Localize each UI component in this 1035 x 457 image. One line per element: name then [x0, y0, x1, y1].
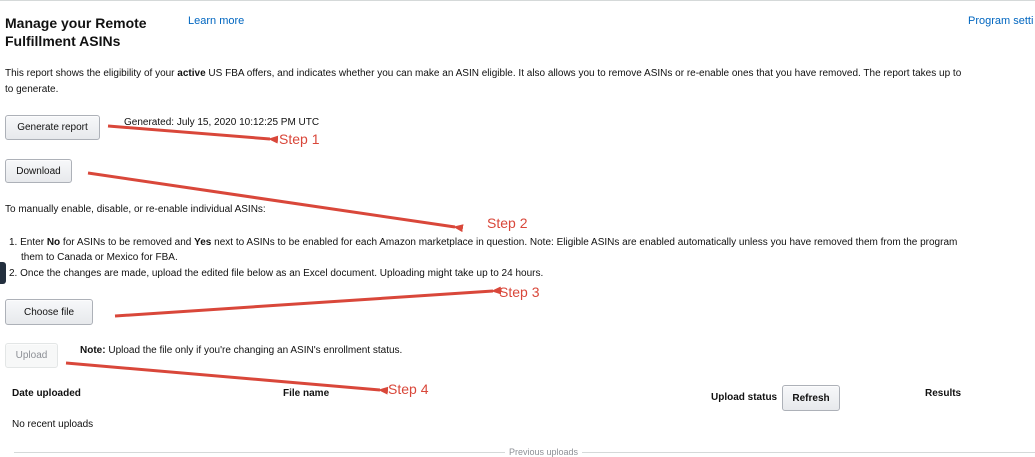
refresh-button[interactable]: Refresh [782, 385, 840, 411]
learn-more-link[interactable]: Learn more [188, 15, 245, 27]
list-number-2: 2. [9, 268, 21, 279]
arrow-step-1 [108, 126, 270, 139]
previous-uploads-label[interactable]: Previous uploads [505, 447, 582, 457]
item1-text-d: next to ASINs to be enabled for each Amazon marketplace in question. Note: Eligible ASINs are enabled automatically unless you have removed them from the program [211, 237, 958, 248]
intro-text-part1: This report shows the eligibility of your [5, 68, 178, 79]
upload-button[interactable]: Upload [5, 343, 58, 368]
column-header-upload-status: Upload status [711, 392, 778, 403]
download-button[interactable]: Download [5, 159, 72, 183]
item2-text: Once the changes are made, upload the edited file below as an Excel document. Uploading might take up to 24 hours. [20, 268, 544, 279]
step-2-label: Step 2 [487, 215, 528, 231]
list-number-1: 1. [9, 237, 21, 248]
generated-timestamp: Generated: July 15, 2020 10:12:25 PM UTC [124, 117, 320, 128]
item1-no: No [46, 237, 61, 248]
intro-text-bold: active [177, 68, 206, 79]
instruction-item-1-line2: them to Canada or Mexico for FBA. [21, 252, 178, 263]
upload-note-label: Note: [80, 345, 106, 356]
empty-state-text: No recent uploads [12, 419, 94, 430]
arrow-step-4 [66, 363, 380, 390]
item1-text-a: Enter [20, 237, 47, 248]
step-1-label: Step 1 [279, 131, 320, 147]
upload-note-text: Upload the file only if you're changing an ASIN's enrollment status. [105, 345, 403, 356]
step-3-label: Step 3 [499, 284, 540, 300]
instructions-lead: To manually enable, disable, or re-enable individual ASINs: [5, 204, 266, 215]
program-settings-link[interactable]: Program setti [968, 15, 1034, 27]
column-header-date: Date uploaded [12, 388, 81, 399]
column-header-results: Results [925, 388, 962, 399]
page-title: Manage your Remote Fulfillment ASINs [5, 15, 147, 49]
arrow-step-2 [88, 173, 455, 227]
arrow-step-3 [115, 291, 493, 316]
intro-text-line2: to generate. [5, 84, 59, 95]
intro-text-part2: US FBA offers, and indicates whether you can make an ASIN eligible. It also allows you to remove ASINs or re-enable ones that you have removed. The report takes up to [205, 68, 962, 79]
item1-text-c: for ASINs to be removed and [60, 237, 195, 248]
choose-file-button[interactable]: Choose file [5, 299, 93, 325]
item1-yes: Yes [194, 237, 212, 248]
column-header-file-name: File name [283, 388, 330, 399]
generate-report-button[interactable]: Generate report [5, 115, 100, 140]
step-4-label: Step 4 [388, 381, 429, 397]
